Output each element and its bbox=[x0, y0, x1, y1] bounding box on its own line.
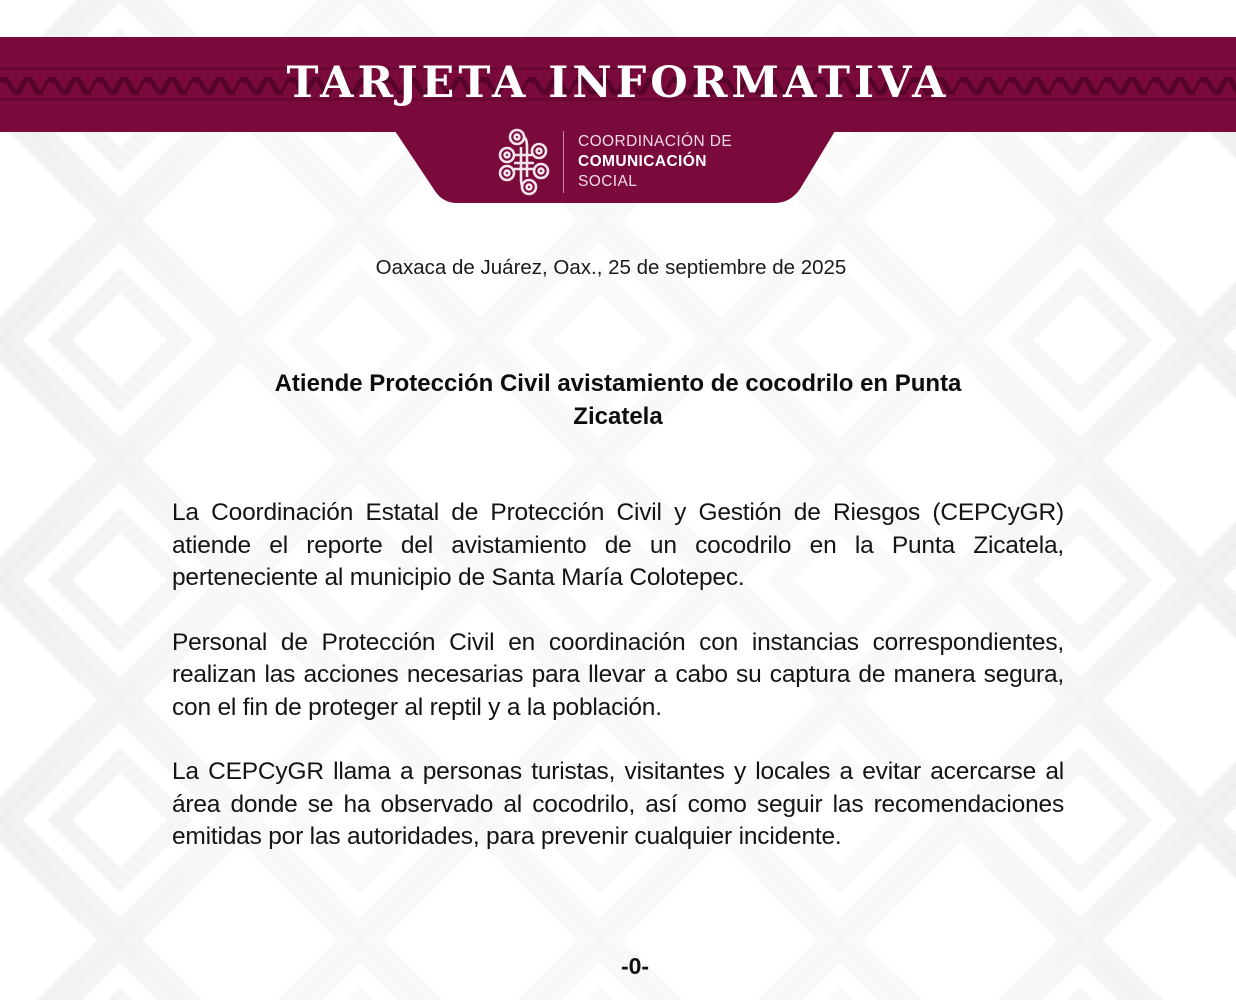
headline-line-1: Atiende Protección Civil avistamiento de cocodrilo en Punta bbox=[274, 370, 962, 397]
org-name-line-1: COORDINACIÓN DE bbox=[578, 133, 733, 150]
headline-line-2: Zicatela bbox=[573, 403, 663, 430]
org-identity bbox=[497, 126, 732, 198]
headline bbox=[190, 367, 1046, 433]
header-banner bbox=[0, 37, 1236, 132]
article-body bbox=[172, 497, 1064, 886]
end-mark: -0- bbox=[620, 953, 650, 979]
paragraph-3: La CEPCyGR llama a personas turistas, visitantes y locales a evitar acercarse al área donde se ha observado al cocodrilo, así como seguir las recomendaciones emitidas por las autoridades, para prevenir cualquier incidente. bbox=[172, 758, 1064, 850]
logo-divider bbox=[563, 131, 564, 193]
knot-glyph-icon bbox=[497, 127, 553, 197]
document-type-title: TARJETA INFORMATIVA bbox=[286, 58, 950, 108]
org-name-line-2: COMUNICACIÓN bbox=[578, 153, 707, 170]
org-name-line-3: SOCIAL bbox=[578, 173, 638, 190]
paragraph-1: La Coordinación Estatal de Protección Civil y Gestión de Riesgos (CEPCyGR) atiende el reporte del avistamiento de un cocodrilo en la Punta Zicatela, perteneciente al municipio de Santa María Colotepec. bbox=[172, 499, 1064, 591]
org-name bbox=[578, 132, 732, 192]
paragraph-2: Personal de Protección Civil en coordinación con instancias correspondientes, realizan las acciones necesarias para llevar a cabo su captura de manera segura, con el fin de proteger al reptil y a la población. bbox=[172, 628, 1064, 721]
dateline: Oaxaca de Juárez, Oax., 25 de septiembre de 2025 bbox=[375, 256, 847, 279]
